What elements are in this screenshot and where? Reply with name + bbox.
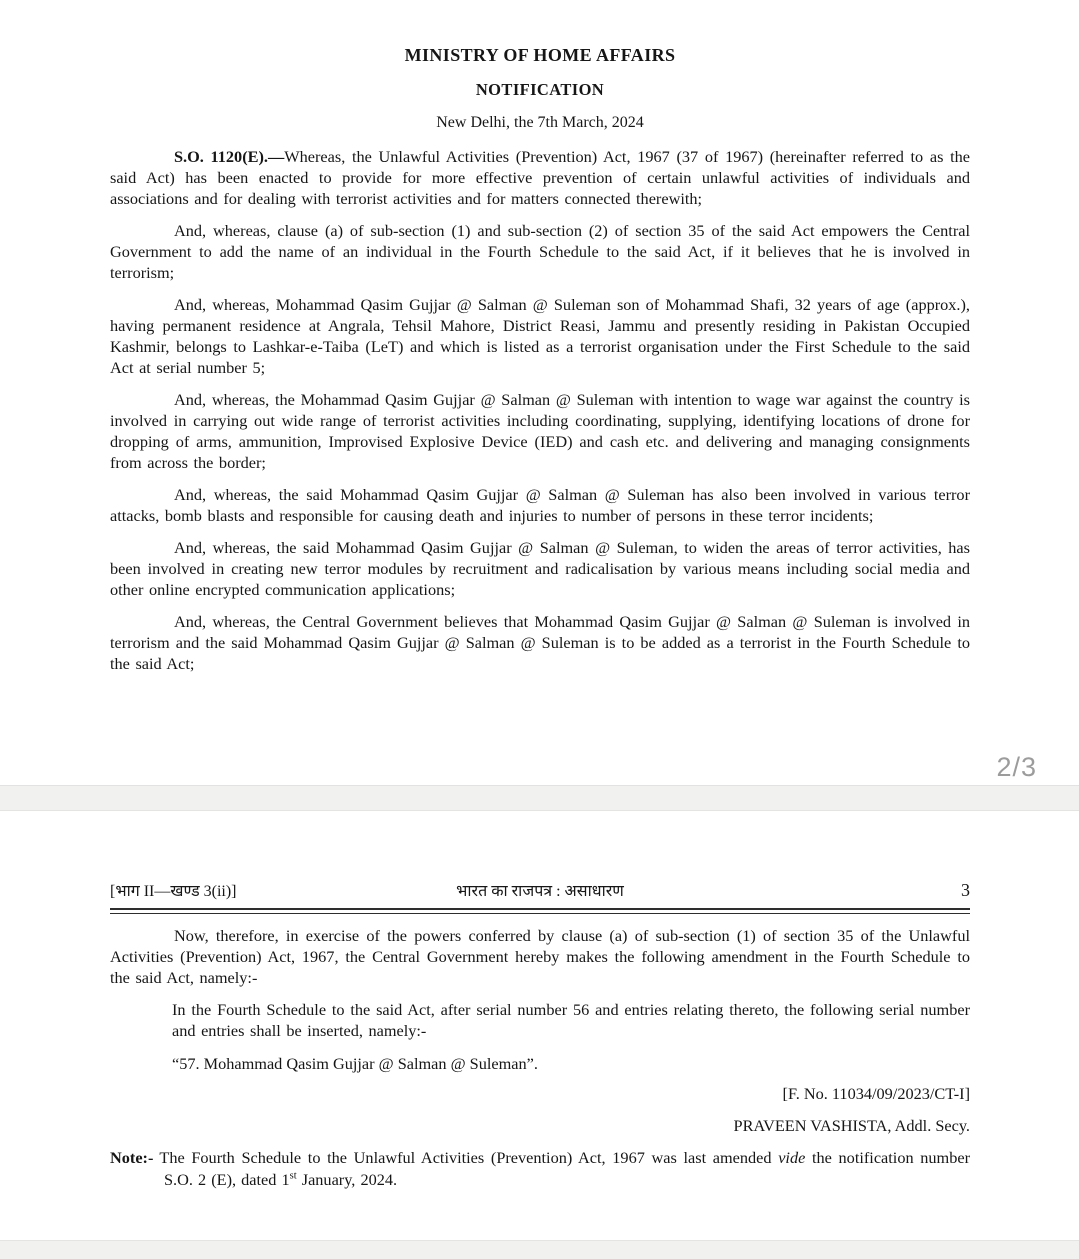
- note-ordinal-superscript: st: [289, 1170, 297, 1182]
- footnote: [110, 1147, 970, 1190]
- paragraph-now-therefore: Now, therefore, in exercise of the powers conferred by clause (a) of sub-section (1) of section 35 of the Unlawful Activities (Prevention) Act, 1967, the Central Government hereby makes the following amendment in the Fourth Schedule to the said Act, namely:-: [110, 926, 970, 987]
- note-label: Note:-: [110, 1148, 154, 1167]
- paragraph-so-1120e: [110, 146, 970, 209]
- note-text-before-vide: The Fourth Schedule to the Unlawful Activities (Prevention) Act, 1967 was last amended: [159, 1148, 779, 1167]
- file-number: [F. No. 11034/09/2023/CT-I]: [782, 1084, 970, 1103]
- paragraph-insertion-intro: In the Fourth Schedule to the said Act, after serial number 56 and entries relating thereto, the following serial number and entries shall be inserted, namely:-: [172, 1000, 970, 1040]
- bottom-edge-band: [0, 1240, 1079, 1259]
- paragraph-terror-attacks: And, whereas, the said Mohammad Qasim Gujjar @ Salman @ Suleman has also been involved in various terror attacks, bomb blasts and responsible for causing death and injuries to number of persons in these terror incidents;: [110, 485, 970, 525]
- paragraph-clause-empowers: And, whereas, clause (a) of sub-section (1) and sub-section (2) of section 35 of the said Act empowers the Central Government to add the name of an individual in the Fourth Schedule to the said Act, if it believes that he is involved in terrorism;: [110, 221, 970, 282]
- page-indicator: 2/3: [996, 752, 1037, 782]
- schedule-entry-line: “57. Mohammad Qasim Gujjar @ Salman @ Suleman”.: [172, 1054, 538, 1073]
- paragraph-person-details: And, whereas, Mohammad Qasim Gujjar @ Salman @ Suleman son of Mohammad Shafi, 32 years of age (approx.), having permanent residence at Angrala, Tehsil Mahore, District Reasi, Jammu and presently residing in Pakistan Occupied Kashmir, belongs to Lashkar-e-Taiba (LeT) and which is listed as a terrorist organisation under the First Schedule to the said Act at serial number 5;: [110, 295, 970, 377]
- ministry-title: MINISTRY OF HOME AFFAIRS: [404, 45, 676, 65]
- gazette-part-label: [भाग II—खण्ड 3(ii)]: [110, 883, 237, 900]
- page-separator-band: [0, 785, 1079, 811]
- signatory-line: PRAVEEN VASHISTA, Addl. Secy.: [733, 1116, 970, 1135]
- gazette-header: [110, 881, 970, 904]
- gazette-title: भारत का राजपत्र : असाधारण: [456, 883, 624, 900]
- notification-heading: NOTIFICATION: [475, 80, 605, 99]
- paragraph-government-belief: And, whereas, the Central Government believes that Mohammad Qasim Gujjar @ Salman @ Suleman is involved in terrorism and the said Mohammad Qasim Gujjar @ Salman @ Suleman is to be added as a terrorist in the Fourth Schedule to the said Act;: [110, 612, 970, 673]
- note-text-after-vide: the notification number S.O. 2 (E), dated 1: [164, 1148, 970, 1189]
- paragraph-terror-modules: And, whereas, the said Mohammad Qasim Gujjar @ Salman @ Suleman, to widen the areas of terror activities, has been involved in creating new terror modules by recruitment and radicalisation by various means including social media and other online encrypted communication applications;: [110, 538, 970, 599]
- dateline: New Delhi, the 7th March, 2024: [436, 114, 644, 131]
- note-vide-italic: vide: [778, 1148, 806, 1167]
- note-text-end: January, 2024.: [296, 1169, 398, 1189]
- double-rule: [110, 908, 970, 914]
- page-3: [0, 811, 1079, 1190]
- gazette-page-number: 3: [961, 880, 970, 900]
- paragraph-terrorist-activities: And, whereas, the Mohammad Qasim Gujjar @ Salman @ Suleman with intention to wage war against the country is involved in carrying out wide range of terrorist activities including coordinating, supplying, identifying locations of drone for dropping of arms, ammunition, Improvised Explosive Device (IED) and cash etc. and delivering and managing consignments from across the border;: [110, 390, 970, 472]
- paragraph-so-text: Whereas, the Unlawful Activities (Prevention) Act, 1967 (37 of 1967) (hereinafter referred to as the said Act) has been enacted to provide for more effective prevention of certain unlawful activities of individuals and associations and for dealing with terrorist activities and for matters connected therewith;: [110, 147, 970, 208]
- so-number-bold: S.O. 1120(E).—: [174, 147, 285, 166]
